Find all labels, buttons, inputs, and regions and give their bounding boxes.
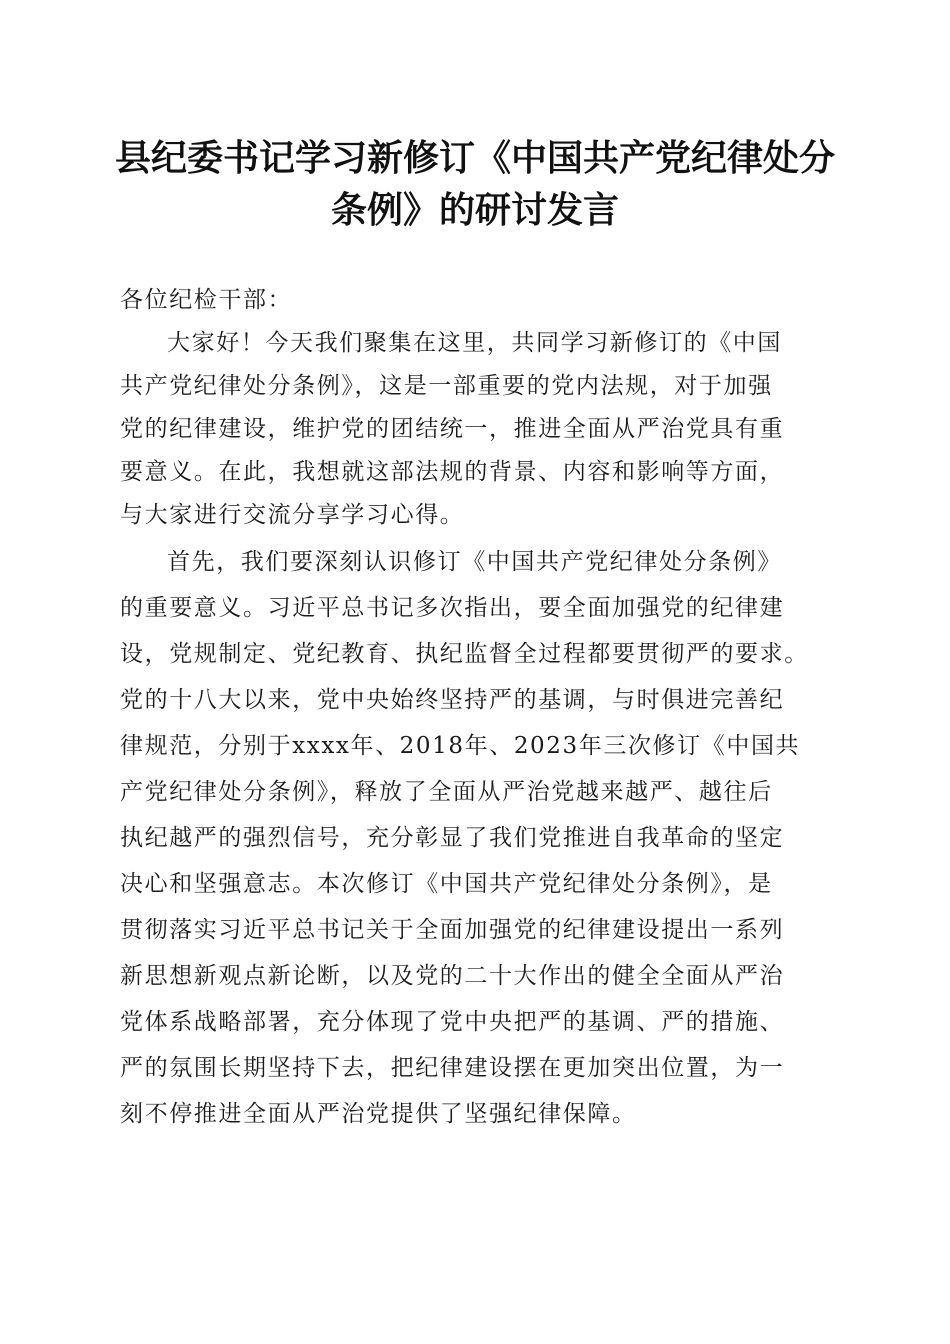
- paragraph-2-line: 执纪越严的强烈信号，充分彰显了我们党推进自我革命的坚定: [120, 825, 785, 851]
- document-title-line-1: 县纪委书记学习新修订《中国共产党纪律处分: [114, 137, 835, 179]
- paragraph-2-line: 设，党规制定、党纪教育、执纪监督全过程都要贯彻严的要求。: [120, 641, 809, 667]
- paragraph-2-line: 产党纪律处分条例》，释放了全面从严治党越来越严、越往后: [120, 779, 773, 805]
- salutation: 各位纪检干部：: [120, 287, 293, 313]
- document-title-line-2: 条例》的研讨发言: [330, 189, 619, 231]
- paragraph-1-line: 大家好！今天我们聚集在这里，共同学习新修订的《中国: [167, 330, 782, 356]
- paragraph-2-line: 严的氛围长期坚持下去，把纪律建设摆在更加突出位置，为一: [120, 1055, 785, 1081]
- paragraph-2-line: 贯彻落实习近平总书记关于全面加强党的纪律建设提出一系列: [120, 917, 785, 943]
- paragraph-2-line: 律规范，分别于xxxx年、2018年、2023年三次修订《中国共: [120, 733, 801, 759]
- paragraph-2-line: 决心和坚强意志。本次修订《中国共产党纪律处分条例》，是: [120, 871, 773, 897]
- paragraph-2-line: 的重要意义。习近平总书记多次指出，要全面加强党的纪律建: [120, 595, 785, 621]
- paragraph-1-line: 与大家进行交流分享学习心得。: [120, 502, 465, 528]
- paragraph-1-line: 要意义。在此，我想就这部法规的背景、内容和影响等方面，: [120, 459, 785, 485]
- paragraph-2-line: 新思想新观点新论断，以及党的二十大作出的健全全面从严治: [120, 963, 785, 989]
- paragraph-2-line: 刻不停推进全面从严治党提供了坚强纪律保障。: [120, 1101, 637, 1127]
- paragraph-2-line: 首先，我们要深刻认识修订《中国共产党纪律处分条例》: [167, 549, 782, 575]
- paragraph-2-line: 党的十八大以来，党中央始终坚持严的基调，与时俱进完善纪: [120, 687, 785, 713]
- paragraph-1-line: 共产党纪律处分条例》，这是一部重要的党内法规，对于加强: [120, 373, 773, 399]
- paragraph-2-line: 党体系战略部署，充分体现了党中央把严的基调、严的措施、: [120, 1009, 785, 1035]
- paragraph-1-line: 党的纪律建设，维护党的团结统一，推进全面从严治党具有重: [120, 416, 785, 442]
